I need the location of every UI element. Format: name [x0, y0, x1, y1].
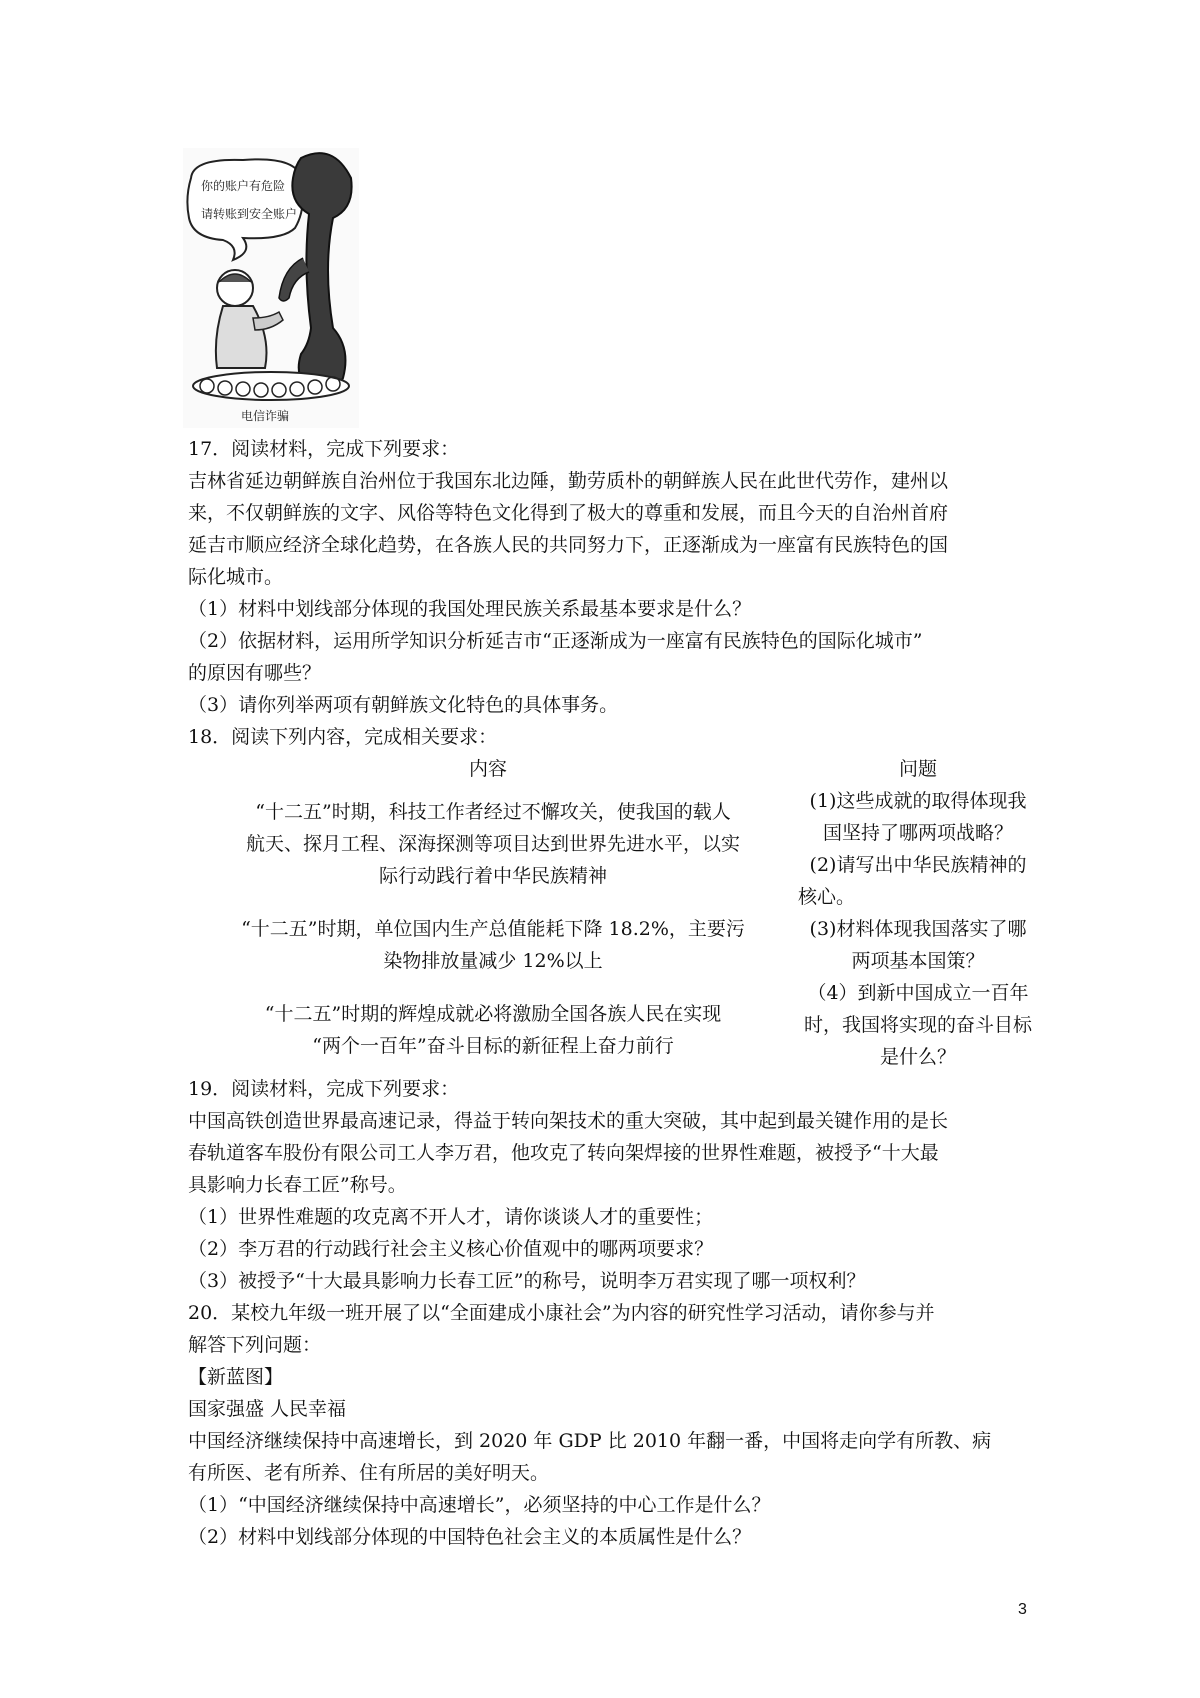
q18-content-line: “十二五”时期，科技工作者经过不懈攻关，使我国的载人: [255, 800, 731, 823]
q17-question: （3）请你列举两项有朝鲜族文化特色的具体事务。: [188, 694, 619, 716]
q18-header-question: 问题: [898, 758, 937, 780]
q18-content-line: “十二五”时期的辉煌成就必将激励全国各族人民在实现: [264, 1003, 722, 1026]
q18-table: [188, 753, 1038, 1073]
q18-content-line: 染物排放量减少 12%以上: [383, 950, 603, 973]
q17-line: 际化城市。: [188, 566, 284, 588]
q17-line: 延吉市顺应经济全球化趋势，在各族人民的共同努力下，正逐渐成为一座富有民族特色的国: [188, 534, 949, 556]
q19-question: （2）李万君的行动践行社会主义核心价值观中的哪两项要求？: [188, 1238, 714, 1260]
q17-question: （2）依据材料，运用所学知识分析延吉市“正逐渐成为一座富有民族特色的国际化城市”: [188, 630, 923, 652]
q20-question: （2）材料中划线部分体现的中国特色社会主义的本质属性是什么？: [188, 1526, 752, 1548]
q20-section: 【新蓝图】: [188, 1366, 284, 1388]
q19-line: 具影响力长春工匠”称号。: [188, 1174, 407, 1196]
q19-line: 春轨道客车股份有限公司工人李万君，他攻克了转向架焊接的世界性难题，被授予“十大最: [188, 1142, 939, 1164]
q18-content-line: “两个一百年”奋斗目标的新征程上奋力前行: [312, 1035, 674, 1058]
q17-question: 的原因有哪些？: [188, 662, 322, 684]
q20-heading: 20．某校九年级一班开展了以“全面建成小康社会”为内容的研究性学习活动，请你参与并: [188, 1302, 935, 1324]
q18-content-row-1: [188, 785, 798, 903]
q18-question-line: （4）到新中国成立一百年: [807, 982, 1029, 1004]
q18-content-line: “十二五”时期，单位国内生产总值能耗下降 18.2%，主要污: [241, 918, 745, 941]
q17-line: 吉林省延边朝鲜族自治州位于我国东北边陲，勤劳质朴的朝鲜族人民在此世代劳作，建州以: [188, 470, 949, 492]
q19-line: 中国高铁创造世界最高速记录，得益于转向架技术的重大突破，其中起到最关键作用的是长: [188, 1110, 949, 1132]
q18-content-row-3: [188, 988, 798, 1073]
q18-content-line: 航天、探月工程、深海探测等项目达到世界先进水平，以实: [245, 832, 740, 855]
q20-line: 有所医、老有所养、住有所居的美好明天。: [188, 1462, 550, 1484]
q20-line: 中国经济继续保持中高速增长，到 2020 年 GDP 比 2010 年翻一番，中国将走向学有所教、病: [188, 1430, 992, 1452]
q20-heading: 解答下列问题：: [188, 1334, 322, 1356]
q18-question-line: 时，我国将实现的奋斗目标: [803, 1014, 1032, 1036]
q17-line: 来，不仅朝鲜族的文字、风俗等特色文化得到了极大的尊重和发展，而且今天的自治州首府: [188, 502, 949, 524]
q17-heading: 17．阅读材料，完成下列要求：: [188, 438, 460, 460]
q19-question: （3）被授予“十大最具影响力长春工匠”的称号，说明李万君实现了哪一项权利？: [188, 1270, 866, 1292]
q19-heading: 19．阅读材料，完成下列要求：: [188, 1078, 460, 1100]
q20-subtitle: 国家强盛 人民幸福: [188, 1398, 347, 1420]
q19-question: （1）世界性难题的攻克离不开人才，请你谈谈人才的重要性；: [188, 1206, 714, 1228]
page-number: 3: [1018, 1601, 1027, 1618]
q18-heading: 18．阅读下列内容，完成相关要求：: [188, 726, 498, 748]
q18-header-content: 内容: [468, 758, 507, 780]
q18-content-line: 际行动践行着中华民族精神: [378, 864, 607, 887]
q18-question-line: (3)材料体现我国落实了哪: [809, 918, 1027, 940]
q18-question-line: 核心。: [798, 886, 856, 908]
bubble-text-2: 请转账到安全账户: [201, 207, 298, 221]
telecom-fraud-cartoon: [183, 148, 359, 428]
q18-question-line: 是什么？: [879, 1046, 956, 1068]
q18-content-row-2: [188, 903, 798, 988]
q20-question: （1）“中国经济继续保持中高速增长”，必须坚持的中心工作是什么？: [188, 1494, 771, 1516]
bubble-text-1: 你的账户有危险: [201, 179, 286, 193]
q18-question-line: (1)这些成就的取得体现我: [809, 790, 1027, 812]
q18-question-line: 国坚持了哪两项战略？: [822, 822, 1013, 844]
q18-question-line: 两项基本国策？: [851, 950, 985, 972]
cartoon-caption: 电信诈骗: [241, 409, 290, 423]
q17-question: （1）材料中划线部分体现的我国处理民族关系最基本要求是什么？: [188, 598, 752, 620]
q18-questions-cell: [798, 785, 1038, 1073]
q18-question-line: (2)请写出中华民族精神的: [809, 854, 1027, 876]
document-body: [188, 433, 1038, 1553]
